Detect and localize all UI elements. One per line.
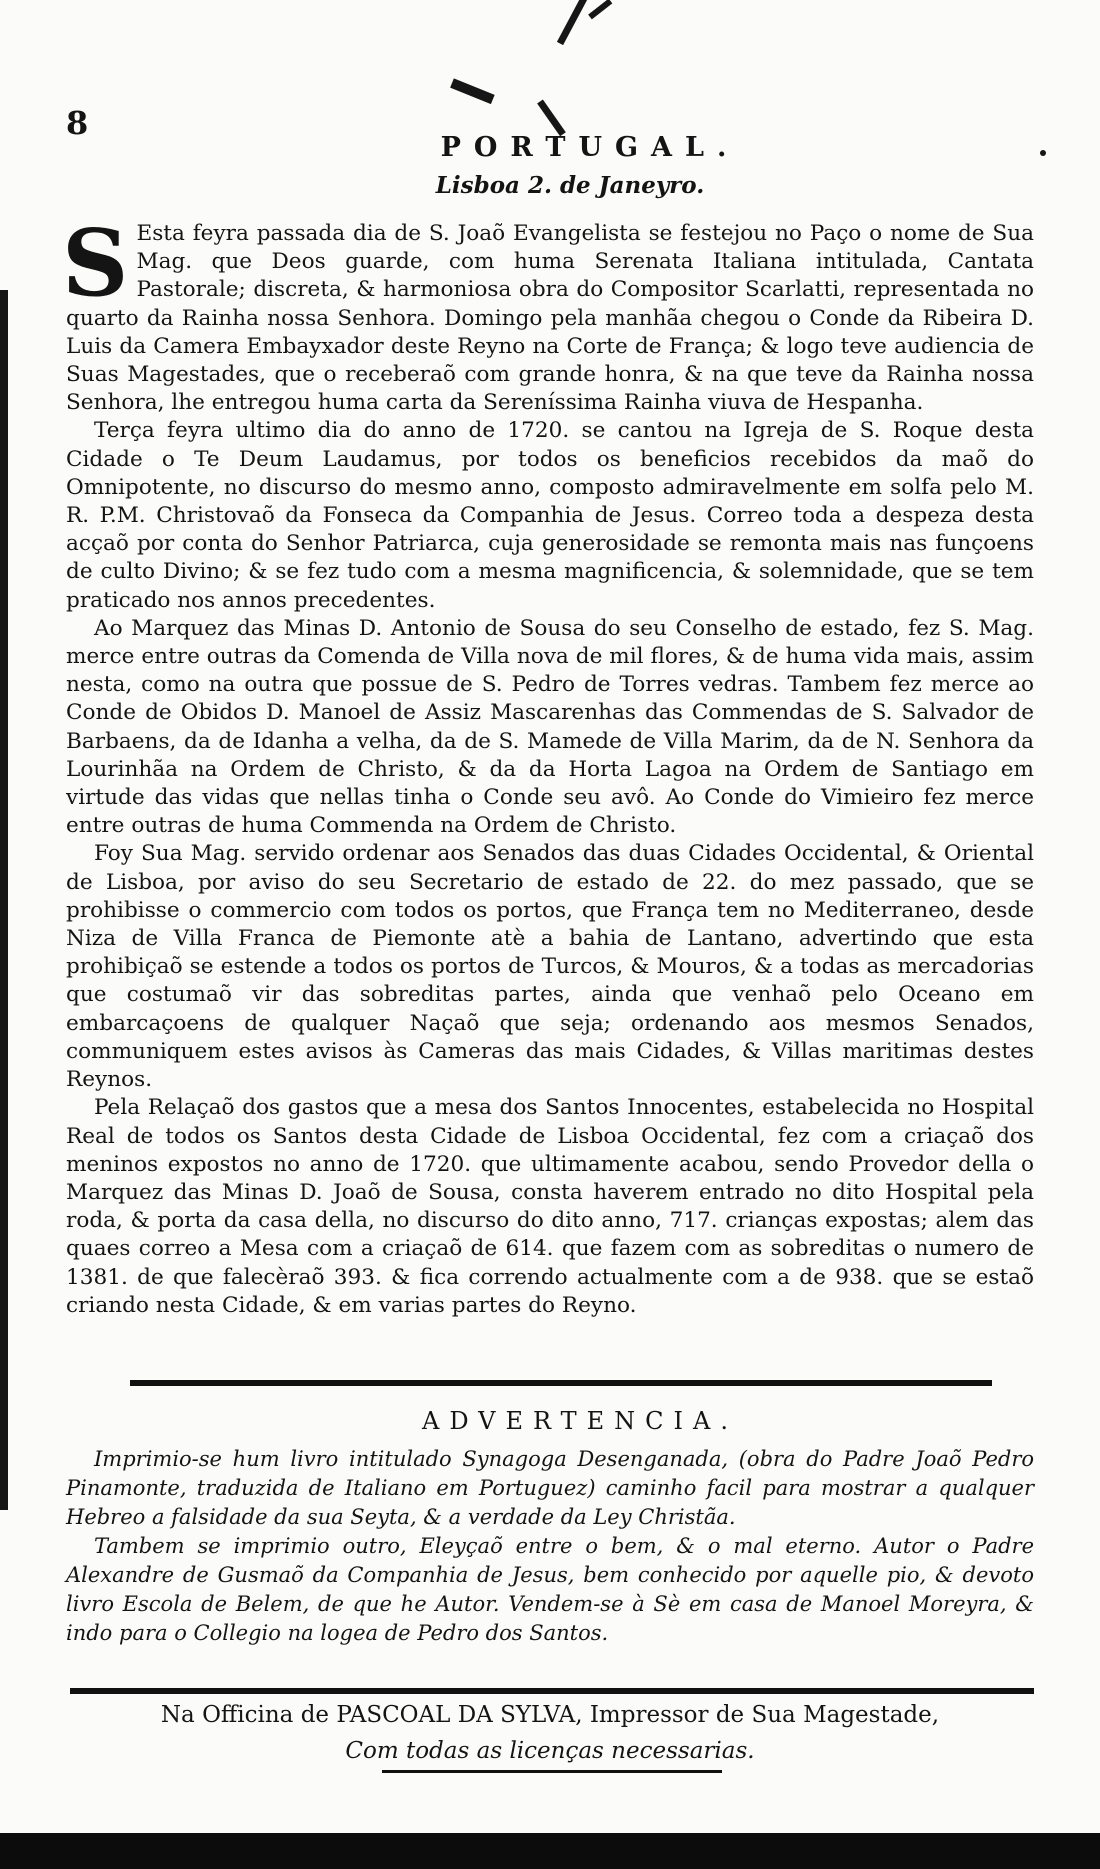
- article-paragraph: Pela Relaçaõ dos gastos que a mesa dos Santos Innocentes, estabelecida no Hospital Real de todos os Santos desta Cidade de Lisboa Occidental, fez com a criaçaõ dos meninos expostos no anno de 1720. que ultimamente acabou, sendo Provedor della o Marquez das Minas D. Joaõ de Sousa, consta haverem entrado no dito Hospital pela roda, & porta da casa della, no discurso do dito anno, 717. crianças expostas; alem das quaes correo a Mesa com a criaçaõ de 614. que fazem com as sobreditas o numero de 1381. de que falecèraõ 393. & fica correndo actualmente com a de 938. que se estaõ criando nesta Cidade, & em varias partes do Reyno.: [66, 1095, 1034, 1318]
- article-body: [62, 209, 1034, 1320]
- scan-bottom-border: [0, 1833, 1100, 1869]
- section-divider: [130, 1380, 992, 1386]
- article-paragraph: Esta feyra passada dia de S. Joaõ Evangelista se festejou no Paço o nome de Sua Mag. que Deos guarde, com huma Serenata Italiana intitulada, Cantata Pastorale; discreta, & harmoniosa obra do Compositor Scarlatti, representada no quarto da Rainha nossa Senhora. Domingo pela manhãa chegou o Conde da Ribeira D. Luis da Camera Embayxador deste Reyno na Corte de França; & logo teve audiencia de Suas Magestades, que o receberaõ com grande honra, & na que teve da Rainha nossa Senhora, lhe entregou huma carta da Sereníssima Rainha viuva de Hespanha.: [66, 221, 1034, 416]
- imprint-divider: [70, 1688, 1034, 1694]
- article-paragraph: Ao Marquez das Minas D. Antonio de Sousa do seu Conselho de estado, fez S. Mag. merce entre outras da Comenda de Villa nova de mil flores, & de huma vida mais, assim nesta, como na outra que possue de S. Pedro de Torres vedras. Tambem fez merce ao Conde de Obidos D. Manoel de Assiz Mascarenhas das Commendas de S. Salvador de Barbaens, da de Idanha a velha, da de S. Mamede de Villa Marim, da de N. Senhora da Lourinhãa na Ordem de Christo, & da da Horta Lagoa na Ordem de Santiago em virtude das vidas que nellas tinha o Conde seu avô. Ao Conde do Vimieiro fez merce entre outras de huma Commenda na Ordem de Christo.: [66, 615, 1034, 839]
- imprint-licence: Com todas as licenças necessarias.: [345, 1738, 755, 1764]
- article-paragraph: Terça feyra ultimo dia do anno de 1720. se cantou na Igreja de S. Roque desta Cidade o Te Deum Laudamus, por todos os beneficios recebidos da maõ do Omnipotente, no discurso do mesmo anno, composto admiravelmente em solfa pelo M. R. P.M. Christovaõ da Fonseca da Companhia de Jesus. Correo toda a despeza desta acçaõ por conta do Senhor Patriarca, cuja generosidade se remonta mais nas funçoens de culto Divino; & se fez tudo com a mesma magnificencia, & solemnidade, que se tem praticado nos annos precedentes.: [66, 418, 1034, 613]
- scan-edge-shadow: [0, 290, 8, 1510]
- page-number: 8: [66, 104, 89, 142]
- imprint-printer: Na Officina de PASCOAL DA SYLVA, Impressor de Sua Magestade,: [160, 1702, 940, 1728]
- ink-blot: [557, 0, 590, 45]
- advertencia-title: ADVERTENCIA.: [422, 1407, 738, 1435]
- drop-cap: S: [62, 209, 129, 317]
- ink-blot: [537, 99, 566, 136]
- dateline: Lisboa 2. de Janeyro.: [435, 172, 705, 199]
- article-paragraph: Foy Sua Mag. servido ordenar aos Senados das duas Cidades Occidental, & Oriental de Lisboa, por aviso do seu Secretario de estado de 22. do mez passado, que se prohibisse o commercio com todos os portos, que França tem no Mediterraneo, desde Niza de Villa Franca de Piemonte atè a bahia de Lantano, advertindo que esta prohibiçaõ se estende a todos os portos de Turcos, & Mouros, & a todas as mercadorias que costumaõ vir das sobreditas partes, ainda que venhaõ pelo Oceano em embarcaçoens de qualquer Naçaõ que seja; ordenando aos mesmos Senados, communiquem estes avisos às Cameras das mais Cidades, & Villas maritimas destes Reynos.: [66, 841, 1034, 1093]
- advertencia-paragraph: Imprimio-se hum livro intitulado Synagoga Desenganada, (obra do Padre Joaõ Pedro Pinamonte, traduzida de Italiano em Portuguez) caminho facil para mostrar a qualquer Hebreo a falsidade da sua Seyta, & a verdade da Ley Christãa.: [66, 1447, 1034, 1529]
- advertencia-paragraph: Tambem se imprimio outro, Eleyçaõ entre o bem, & o mal eterno. Autor o Padre Alexandre de Gusmaõ da Companhia de Jesus, bem conhecido por aquelle pio, & devoto livro Escola de Belem, de que he Autor. Vendem-se à Sè em casa de Manoel Moreyra, & indo para o Collegio na logea de Pedro dos Santos.: [66, 1534, 1034, 1645]
- licence-underline: [382, 1770, 722, 1773]
- ink-blot: [450, 78, 495, 104]
- ink-blot: [588, 0, 612, 19]
- section-title: PORTUGAL.: [440, 132, 740, 163]
- advertencia-body: [66, 1445, 1034, 1648]
